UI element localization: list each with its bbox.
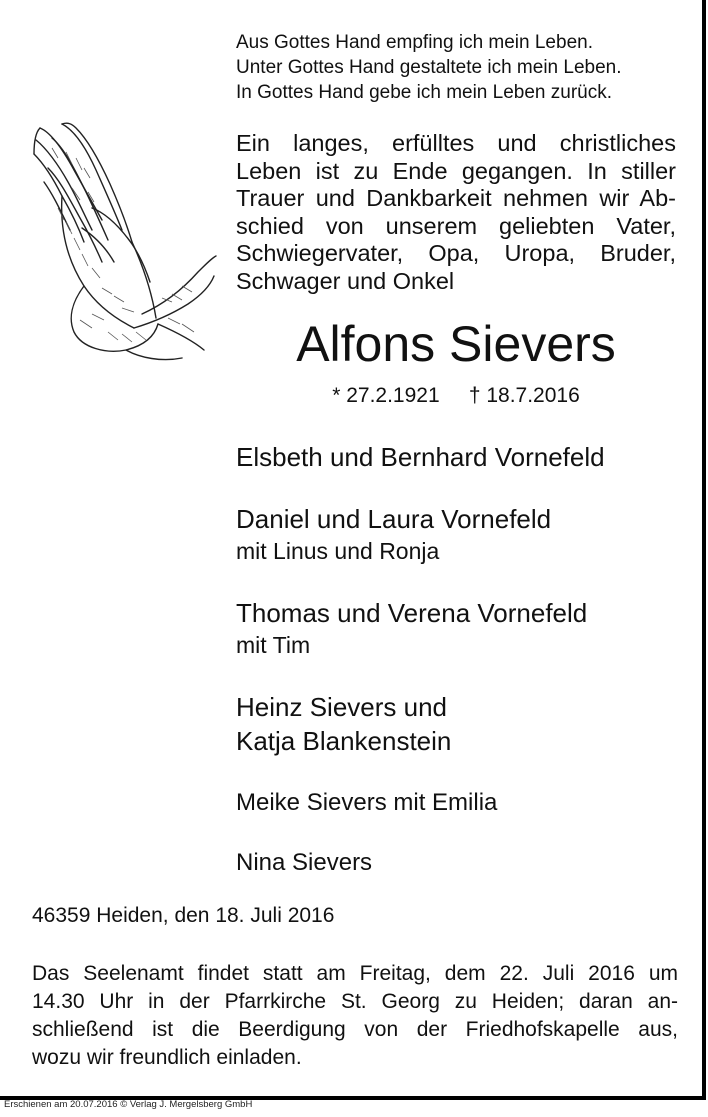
verse-line: Aus Gottes Hand empfing ich mein Leben. [236,32,593,53]
intro-paragraph [236,130,676,295]
mourner-entry [236,440,605,474]
verse-line: In Gottes Hand gebe ich mein Leben zurück. [236,82,613,103]
mourner-entry [236,502,551,566]
mourner-name: Katja Blankenstein [236,726,452,756]
praying-hands-icon [22,118,222,363]
intro-line: Schwiegervater, Opa, Uropa, Bruder, [236,240,676,266]
mourner-name: Daniel und Laura Vornefeld [236,504,552,534]
publication-footer: Erschienen am 20.07.2016 © Verlag J. Mergelsberg GmbH [4,1099,253,1110]
mourner-entry [236,596,587,660]
intro-line: Ein langes, erfülltes und christliches [236,130,676,156]
intro-line: Leben ist zu Ende gegangen. In stiller [236,157,676,184]
place-date: 46359 Heiden, den 18. Juli 2016 [32,904,335,927]
mourner-name: Thomas und Verena Vornefeld [236,598,588,628]
mourner-entry [236,846,372,880]
service-line: 14.30 Uhr in der Pfarrkirche St. Georg zu Heiden; daran an- [32,990,678,1013]
mourner-entry [236,690,451,758]
mourner-name: Nina Sievers [236,849,373,876]
intro-line: Schwager und Onkel [236,267,455,294]
mourner-children: mit Tim [236,632,311,658]
service-line: wozu wir freundlich einladen. [32,1046,302,1069]
mourner-children: mit Linus und Ronja [236,538,440,564]
intro-line: Trauer und Dankbarkeit nehmen wir Ab- [236,185,676,211]
mourner-entry [236,786,497,820]
service-line: schließend ist die Beerdigung von der Friedhofskapelle aus, [32,1018,678,1041]
deceased-name: Alfons Sievers [296,316,616,372]
service-info [32,960,678,1072]
intro-line: schied von unserem geliebten Vater, [236,212,676,239]
mourner-name: Meike Sievers mit Emilia [236,789,498,816]
mourner-name: Heinz Sievers und [236,692,447,722]
verse-line: Unter Gottes Hand gestaltete ich mein Leben. [236,57,622,78]
service-line: Das Seelenamt findet statt am Freitag, dem 22. Juli 2016 um [32,962,678,985]
verse-block [236,30,622,105]
life-dates: * 27.2.1921 † 18.7.2016 [332,384,580,407]
mourner-name: Elsbeth und Bernhard Vornefeld [236,442,605,472]
